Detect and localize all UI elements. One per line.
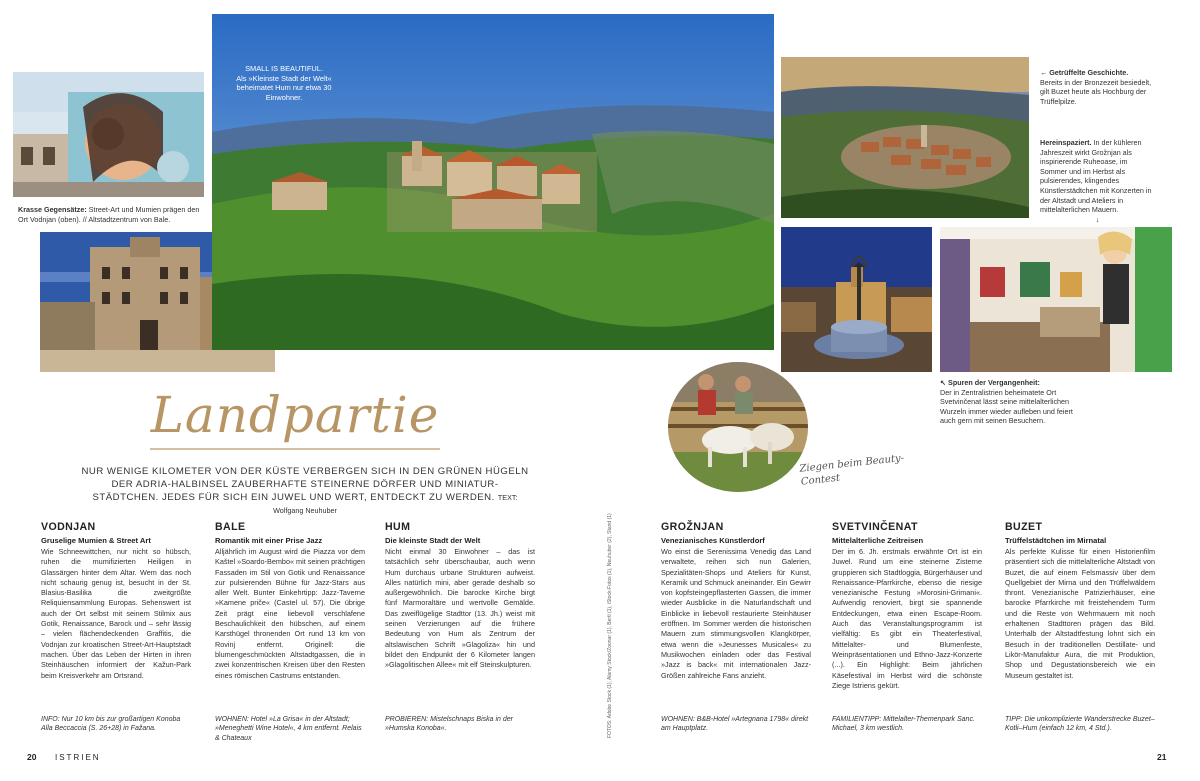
section-subtitle: Venezianisches Künstlerdorf <box>661 536 765 545</box>
photo-svetvincenat-cistern <box>781 227 932 372</box>
section-heading: GROŽNJAN <box>661 521 724 533</box>
section-subtitle: Mittelalterliche Zeitreisen <box>832 536 924 545</box>
section-svetvincenat <box>832 521 982 691</box>
section-buzet <box>1005 521 1155 681</box>
section-heading: BUZET <box>1005 521 1043 533</box>
hero-caption-text: Als »Kleinste Stadt der Welt« beheimatet Hum nur etwa 30 Einwohner. <box>236 73 332 102</box>
section-heading: VODNJAN <box>41 521 96 533</box>
caption-svetvincenat <box>940 378 1080 426</box>
section-body: Der im 6. Jh. erstmals erwähnte Ort ist ein Juwel. Rund um eine steinerne Zisterne gruppieren sich Stadtloggia, Bürgerhäuser und Renaissance-Pfarrkirche, ebenso die riesige venezianische Festung »Morosini-Grimani«. Aufwendig renoviert, birgt sie spannende Entdeckungen, etwa einen Escape-Room. Auch das Veranstaltungsprogramm ist vielfältig: Es gibt ein Theaterfestival, Mittelalter- und Blumenfeste, Weinpräsentationen und Ethno-Jazz-Konzerte (...). Ein Highlight: Beim jährlichen Käsefestival im Herbst wird die schönste Ziege Istriens gekürt. <box>832 547 982 690</box>
arrow-down-icon: ↓ <box>1095 214 1100 224</box>
section-body: Als perfekte Kulisse für einen Historienfilm präsentiert sich die mittelalterliche Altstadt von Buzet, die auf einem Felsmassiv über dem Quellgebiet der Mirna und den Trüffelwäldern thront. Venezianische Patrizierhäuser, eine barocke Pfarrkirche mit freistehendem Turm und die Reste von Wehrmauern mit noch erhaltenen Stadttoren prägen das Bild. Unterhalb der Altstadtfestung lohnt sich ein Besuch in der traditionellen Destillate- und Likör-Manufaktur Aura, die mit Produktion, Shop und Degustationsbereich wie ein Museum gestaltet ist. <box>1005 547 1155 680</box>
section-subtitle: Gruselige Mumien & Street Art <box>41 536 151 545</box>
section-hum <box>385 521 535 671</box>
section-vodnjan <box>41 521 191 681</box>
caption-groznjan <box>1040 138 1155 224</box>
buzet-tip-note: TIPP: Die unkomplizierte Wanderstrecke Buzet–Kotli–Hum (einfach 12 km, 4 Std.). <box>1005 716 1155 733</box>
page-number-left: 20 <box>27 752 37 762</box>
vodnjan-info-note: INFO: Nur 10 km bis zur großartigen Konoba Alla Beccaccia (S. 26+28) in Fažana. <box>41 716 181 733</box>
caption-buzet <box>1040 68 1155 106</box>
caption-buzet-text: Bereits in der Bronzezeit besiedelt, gilt Buzet heute als Hochburg der Trüffelpilze. <box>1040 77 1152 106</box>
bale-living-note: WOHNEN: Hotel »La Grisa« in der Altstadt; »Meneghetti Wine Hotel«, 4 km entfernt. Relais & Chateaux <box>215 716 362 742</box>
section-groznjan <box>661 521 811 681</box>
svetvincenat-family-note: FAMILIENTIPP: Mittelalter-Themenpark Sanc. Michael, 3 km westlich. <box>832 716 975 733</box>
photo-goats-circle <box>668 362 808 492</box>
caption-groznjan-text: In der kühleren Jahreszeit wirkt Grožnjan als inspirierende Ruheoase, im Sommer und im Herbst als pulsierendes, klingendes Künstlerstädtchen mit Konzerten in der Altstadt und Ateliers in mittelalterlichen Mauern. <box>1040 138 1152 215</box>
intro-body: NUR WENIGE KILOMETER VON DER KÜSTE VERBERGEN SICH IN DEN GRÜNEN HÜGELN DER ADRIA-HALBINSEL ZAUBERHAFTE STEINERNE DÖRFER UND MINIATUR-STÄDTCHEN. JEDES FÜR SICH EIN JUWEL UND WERT, ENTDECKT ZU WERDEN. <box>81 466 529 503</box>
intro-text <box>80 465 530 517</box>
left-caption <box>18 205 208 224</box>
caption-svetvincenat-text: Der in Zentralistrien beheimatete Ort Svetvinčenat lässt seine mittelalterlichen Wurzeln immer wieder aufleben und feiert auch gern mit seinen Besuchern. <box>940 387 1073 426</box>
section-body: Wo einst die Serenissima Venedig das Land verwaltete, reihen sich nun Galerien, Spezialitäten-Shops und Ateliers für Kunst, Keramik und Schmuck aneinander. Ein Gewirr von kopfsteingepflasterten Gassen, die immer wieder Ausblicke in die Naturlandschaft und Einblicke in liebevoll restaurierte Steinhäuser eröffnen. Im Sommer werden die historischen Mauern zum stimmungsvollen Klangkörper, etwa wenn die »Jeunesses Musicales« zu Musikwochen einladen oder das Festival »Jazz is back« mit internationalen Jazz-Größen zahlreiche Fans anzieht. <box>661 547 811 680</box>
feature-title: Landpartie <box>150 386 440 444</box>
section-bale <box>215 521 365 681</box>
section-subtitle: Romantik mit einer Prise Jazz <box>215 536 323 545</box>
section-heading: SVETVINČENAT <box>832 521 918 533</box>
page-number-right: 21 <box>1157 752 1167 762</box>
title-swash <box>150 448 440 450</box>
left-caption-text: Street-Art und Mumien prägen den Ort Vodnjan (oben). // Altstadtzentrum von Bale. <box>18 205 200 224</box>
photo-vodnjan-street-art <box>13 72 204 197</box>
left-caption-lead: Krasse Gegensätze: <box>18 205 87 214</box>
running-head: ISTRIEN <box>55 753 101 762</box>
section-heading: HUM <box>385 521 411 533</box>
photo-buzet-aerial <box>781 57 1029 218</box>
hero-caption-lead: SMALL IS BEAUTIFUL. <box>245 64 323 73</box>
section-subtitle: Die kleinste Stadt der Welt <box>385 536 481 545</box>
section-subtitle: Trüffelstädtchen im Mirnatal <box>1005 536 1107 545</box>
arrow-up-left-icon: ↖ <box>940 378 947 387</box>
goat-caption: Ziegen beim Beauty-Contest <box>799 452 905 488</box>
caption-groznjan-lead: Hereinspaziert. <box>1040 138 1092 147</box>
photo-groznjan-gallery <box>940 227 1172 372</box>
groznjan-living-note: WOHNEN: B&B-Hotel »Artegnana 1798« direkt am Hauptplatz. <box>661 716 809 733</box>
intro-credit: TEXT: Wolfgang Neuhuber <box>273 493 518 515</box>
arrow-left-icon: ← <box>1040 68 1048 77</box>
hero-caption <box>230 64 338 102</box>
caption-buzet-lead: Getrüffelte Geschichte. <box>1049 68 1129 77</box>
section-body: Alljährlich im August wird die Piazza vor dem Kaštel »Soardo-Bembo« mit seinen prächtigen Fassaden im Stil von Gotik und Renaissance zur pulsierenden Bühne für Jazz-Stars aus aller Welt. Bunter Einkehrtipp: Jazz-Taverne »Kamene priče« (Castel ul. 57). Die übrige Zeit prägt eine liebevoll verschlafene Beschaulichkeit den hübschen, auf einem Karsthügel thronenden Ort rund 13 km von Rovinj entfernt. Originell: die blumengeschmückten Altstadtgassen, die in zwei konzentrischen Kreisen über den Resten eines römischen Castrums entstanden. <box>215 547 365 680</box>
caption-svetvincenat-lead: Spuren der Vergangenheit: <box>948 378 1040 387</box>
section-body: Wie Schneewittchen, nur nicht so hübsch, ruhen die mumifizierten Heiligen in Glassärgen hinter dem Altar. Wem das noch nicht schaurig genug ist, besucht in der St. Blasius-Basilika die zweitgrößte Reliquiensammlung Europas. Sehenswert ist auch der Ort selbst mit seinem Stilmix aus Gotik, Renaissance, Barock und – sehr lässig – vielen flächendeckenden Graffitis, die Vodnjan zur kroatischen Street-Art-Hauptstadt machen. Über das Leben der Hirten in ihren Steinhäuschen informiert der Kažun-Park beim Kreisverkehr am Ortsrand. <box>41 547 191 680</box>
section-body: Nicht einmal 30 Einwohner – das ist tatsächlich sehr überschaubar, auch wenn Hum durchaus urbane Strukturen aufweist. Alles natürlich mini, aber gerade deshalb so außergewöhnlich. Die barocke Kirche birgt fünf Marmoraltäre und wertvolle Gemälde. Das zweiflügelige Stadttor (13. Jh.) weist mit seinen Verzierungen auf die frühere Bedeutung von Hum als Zentrum der altslawischen Schrift »Glagoliza« hin und bildet den Endpunkt der 6 Kilometer langen »Glagolitischen Allee« mit elf Steinskulpturen. <box>385 547 535 670</box>
photo-credits: FOTOS: Adobe Stock (1), Alamy Stock/Zoonar (1), Bertl (1), iStock-Fotos (1), Neuhuber (2), Stand (1) <box>607 513 613 738</box>
hum-tasting-note: PROBIEREN: Mistelschnaps Biska in der »Humska Konoba«. <box>385 716 513 733</box>
section-heading: BALE <box>215 521 246 533</box>
